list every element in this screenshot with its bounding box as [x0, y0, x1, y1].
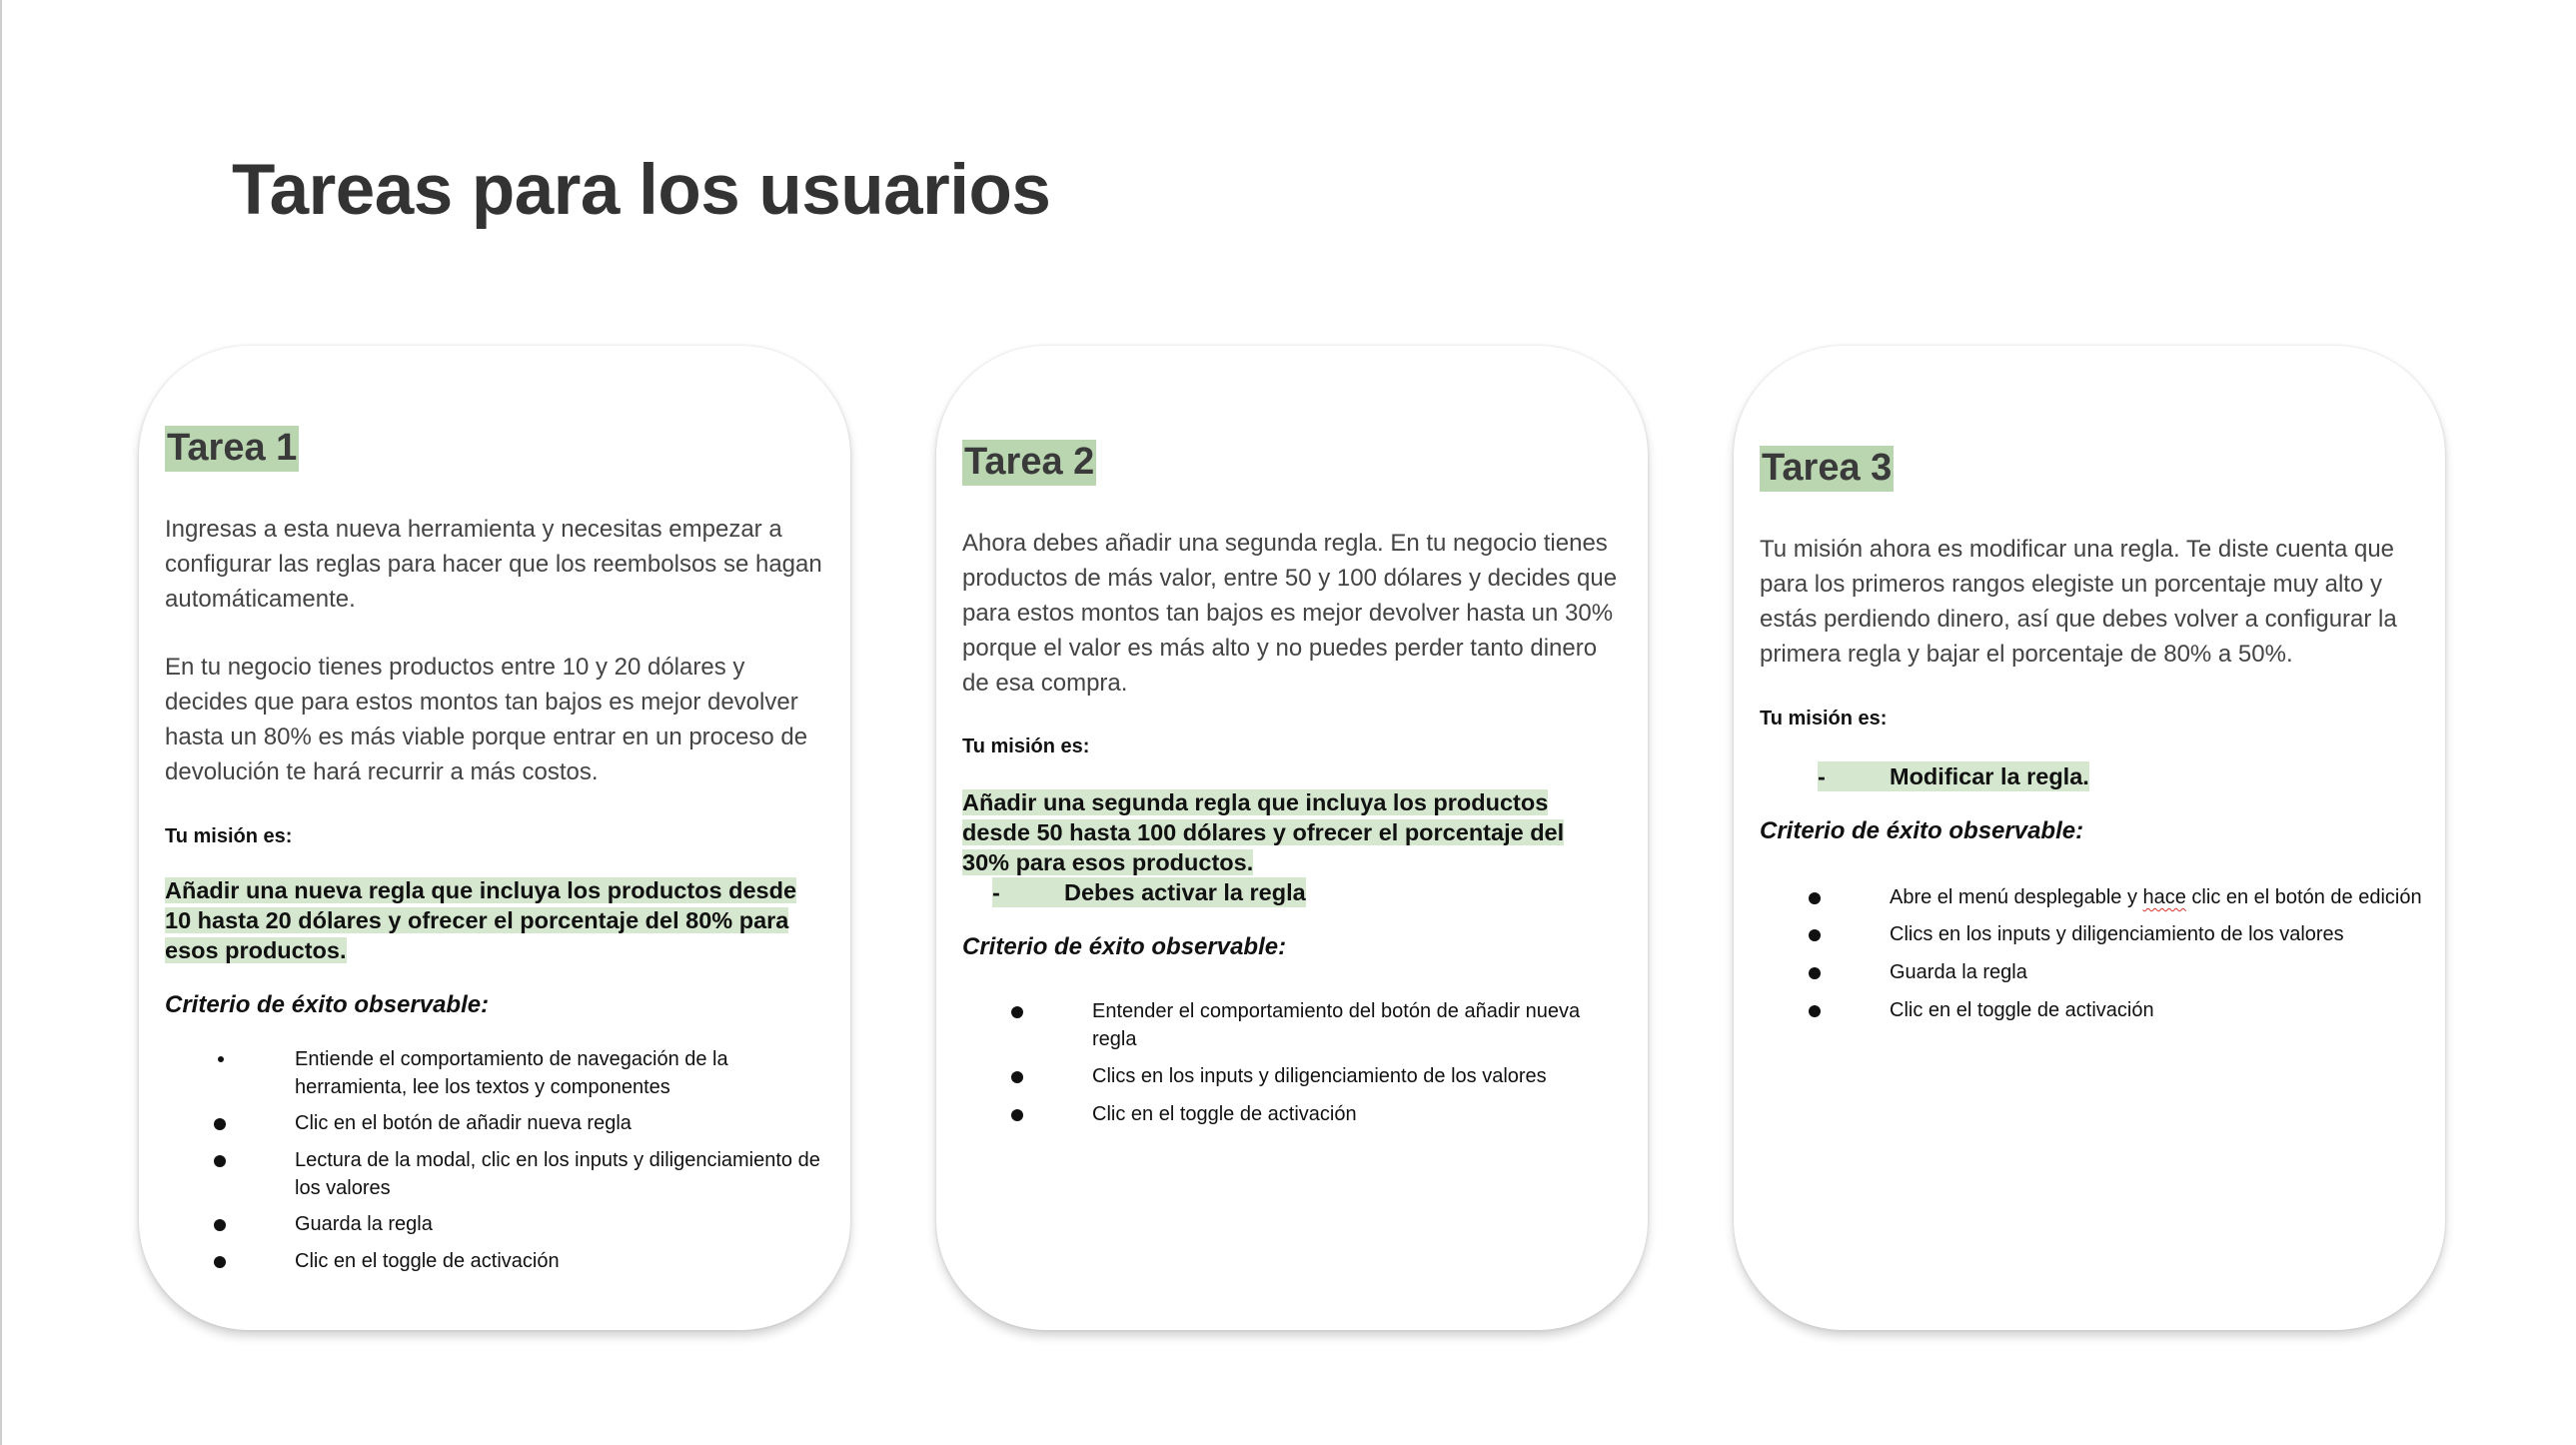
list-item: Entender el comportamiento del botón de añadir nueva regla — [962, 997, 1628, 1053]
list-item: Clic en el botón de añadir nueva regla — [165, 1109, 830, 1137]
bullet-icon — [214, 1155, 226, 1167]
dash-item: - Debes activar la regla — [992, 879, 1306, 905]
list-item: Guarda la regla — [1760, 958, 2425, 986]
list-item: Clic en el toggle de activación — [962, 1100, 1628, 1128]
task-description: Ahora debes añadir una segunda regla. En tu negocio tienes productos de más valor, entre 50 y 100 dólares y decides que para estos montos tan bajos es mejor devolver hasta un 30% porque el valor es más alto y no puedes perder tanto dinero de esa compra. — [962, 530, 1618, 697]
task-title: Tarea 1 — [165, 426, 299, 472]
criteria-label: Criterio de éxito observable: — [1760, 817, 2084, 844]
page-left-edge — [0, 0, 2, 1445]
bullet-icon — [218, 1056, 224, 1062]
page-title: Tareas para los usuarios — [232, 151, 1051, 230]
list-item: Clic en el toggle de activación — [1760, 996, 2425, 1024]
dash-marker: - — [992, 877, 1064, 907]
mission-label: Tu misión es: — [165, 825, 293, 847]
criteria-list — [962, 997, 1628, 1128]
task-card-3 — [1734, 346, 2445, 1330]
criteria-label: Criterio de éxito observable: — [962, 933, 1287, 960]
dash-marker: - — [1818, 761, 1890, 791]
task-description: Tu misión ahora es modificar una regla. Te diste cuenta que para los primeros rangos elegiste un porcentaje muy alto y estás perdiendo dinero, así que debes volver a configurar la primera regla y bajar el porcentaje de 80% a 50%. — [1760, 536, 2397, 668]
mission-text — [165, 875, 804, 965]
bullet-icon — [214, 1219, 226, 1231]
criteria-list — [165, 1045, 830, 1275]
task-description: En tu negocio tienes productos entre 10 y 20 dólares y decides que para estos montos tan bajos es mejor devolver hasta un 80% es más viable porque entrar en un proceso de devolución te hará recurrir a más costos. — [165, 654, 808, 785]
criteria-list — [1760, 883, 2425, 1024]
task-title: Tarea 3 — [1760, 446, 1894, 492]
dash-item: - Modificar la regla. — [1818, 763, 2089, 789]
list-item: Lectura de la modal, clic en los inputs y diligenciamiento de los valores — [165, 1146, 830, 1202]
task-description: Ingresas a esta nueva herramienta y necesitas empezar a configurar las reglas para hacer que los reembolsos se hagan automáticamente. — [165, 516, 822, 613]
bullet-icon — [1809, 929, 1821, 941]
bullet-icon — [1809, 967, 1821, 979]
list-item: Abre el menú desplegable y hace clic en el botón de edición — [1760, 883, 2425, 911]
list-item: Clics en los inputs y diligenciamiento de los valores — [1760, 920, 2425, 948]
bullet-icon — [1011, 1006, 1023, 1018]
bullet-icon — [1809, 1005, 1821, 1017]
list-item: Clic en el toggle de activación — [165, 1247, 830, 1275]
mission-highlight: Añadir una nueva regla que incluya los productos desde 10 hasta 20 dólares y ofrecer el porcentaje del 80% para esos productos. — [165, 877, 797, 963]
list-item: Guarda la regla — [165, 1210, 830, 1238]
bullet-icon — [214, 1118, 226, 1130]
task-title: Tarea 2 — [962, 440, 1096, 486]
task-card-1 — [139, 346, 850, 1330]
mission-label: Tu misión es: — [1760, 708, 1888, 729]
mission-highlight: Añadir una segunda regla que incluya los productos desde 50 hasta 100 dólares y ofrecer el porcentaje del 30% para esos productos. — [962, 789, 1565, 875]
bullet-icon — [214, 1256, 226, 1268]
bullet-icon — [1809, 892, 1821, 904]
list-item: Entiende el comportamiento de navegación de la herramienta, lee los textos y componentes — [165, 1045, 830, 1101]
mission-label: Tu misión es: — [962, 735, 1090, 757]
criteria-label: Criterio de éxito observable: — [165, 991, 490, 1018]
mission-text — [962, 787, 1588, 877]
task-card-2 — [936, 346, 1648, 1330]
list-item: Clics en los inputs y diligenciamiento de los valores — [962, 1062, 1628, 1090]
bullet-icon — [1011, 1071, 1023, 1083]
spellcheck-word: hace — [2142, 886, 2186, 908]
bullet-icon — [1011, 1109, 1023, 1121]
